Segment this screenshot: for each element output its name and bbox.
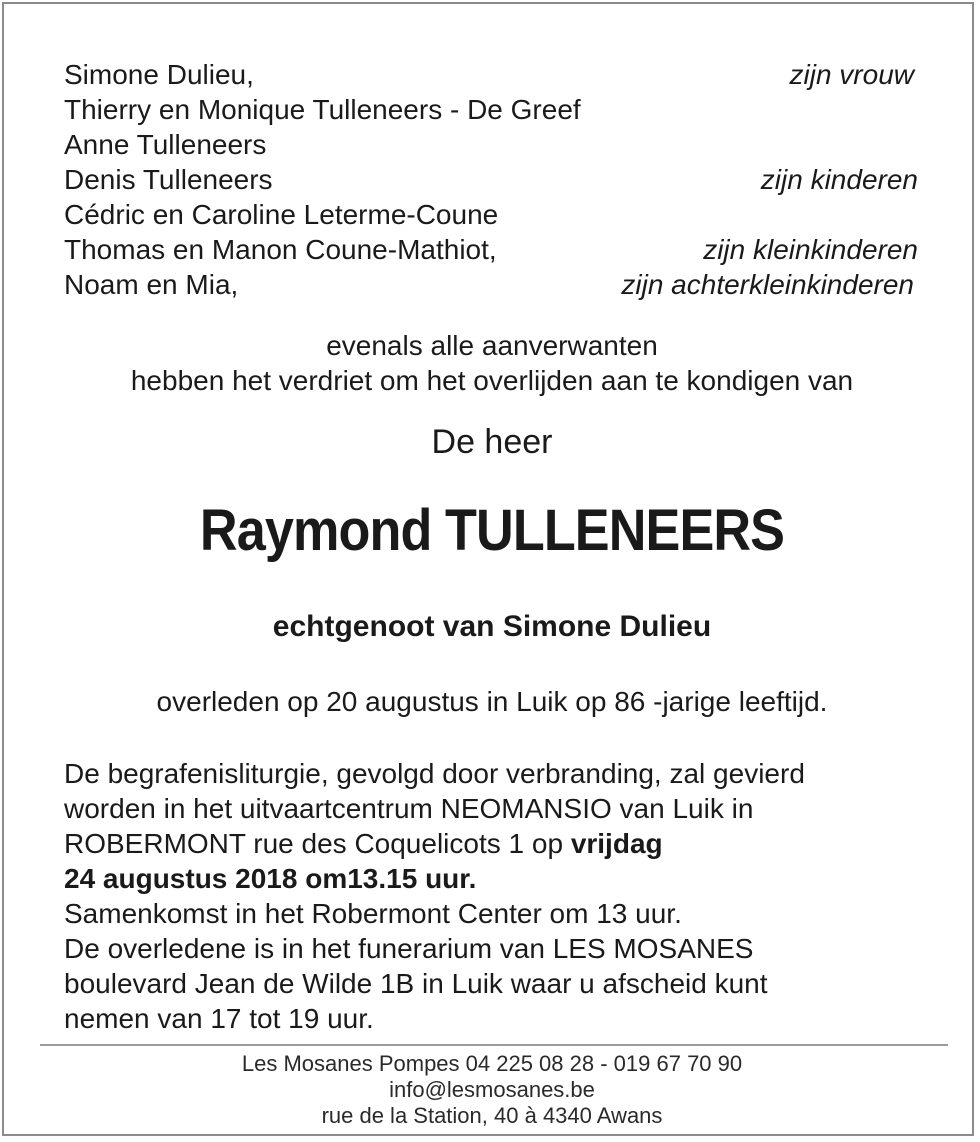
family-row <box>64 57 918 93</box>
death-details: overleden op 20 augustus in Luik op 86 -jarige leeftijd. <box>156 686 828 717</box>
death-notice-card <box>2 2 974 1136</box>
family-row <box>64 232 918 268</box>
family-row <box>64 267 918 303</box>
service-day: vrijdag <box>570 828 663 859</box>
service-location: ROBERMONT rue des Coquelicots 1 op <box>64 828 571 859</box>
family-row <box>64 92 918 128</box>
family-member-name: Anne Tulleneers <box>64 129 267 160</box>
family-relation: zijn vrouw <box>789 59 914 90</box>
service-line <box>64 826 934 861</box>
footer-divider <box>40 1044 948 1046</box>
family-relation: zijn achterkleinkinderen <box>621 269 914 300</box>
service-line <box>64 861 934 896</box>
service-line: nemen van 17 tot 19 uur. <box>64 1003 374 1034</box>
family-relation: zijn kleinkinderen <box>703 234 918 265</box>
family-member-name: Thierry en Monique Tulleneers - De Greef <box>64 94 581 125</box>
spouse-line: echtgenoot van Simone Dulieu <box>272 610 712 643</box>
family-row <box>64 197 918 233</box>
footer-email[interactable]: info@lesmosanes.be <box>389 1077 595 1102</box>
footer-company: Les Mosanes Pompes 04 225 08 28 - 019 67 70 90 <box>241 1051 743 1076</box>
family-row <box>64 162 918 198</box>
family-member-name: Noam en Mia, <box>64 269 239 300</box>
service-line: Samenkomst in het Robermont Center om 13 uur. <box>64 898 682 929</box>
deceased-name: Raymond TULLENEERS <box>199 498 785 563</box>
announcement-line-2: hebben het verdriet om het overlijden aan te kondigen van <box>130 365 854 396</box>
family-member-name: Simone Dulieu, <box>64 59 254 90</box>
footer-address: rue de la Station, 40 à 4340 Awans <box>321 1103 663 1128</box>
family-member-name: Denis Tulleneers <box>64 164 273 195</box>
family-member-name: Cédric en Caroline Leterme-Coune <box>64 199 499 230</box>
service-line: De begrafenisliturgie, gevolgd door verbranding, zal gevierd <box>64 758 805 789</box>
family-row <box>64 127 918 163</box>
service-line: worden in het uitvaartcentrum NEOMANSIO van Luik in <box>64 793 754 824</box>
service-paragraph <box>64 756 934 1036</box>
service-line: boulevard Jean de Wilde 1B in Luik waar u afscheid kunt <box>64 968 768 999</box>
family-member-name: Thomas en Manon Coune-Mathiot, <box>64 234 497 265</box>
family-relation: zijn kinderen <box>760 164 918 195</box>
honorific: De heer <box>431 423 553 461</box>
service-line: De overledene is in het funerarium van LES MOSANES <box>64 933 754 964</box>
announcement-line-1: evenals alle aanverwanten <box>326 330 658 361</box>
service-date-time: 24 augustus 2018 om13.15 uur. <box>64 863 477 894</box>
